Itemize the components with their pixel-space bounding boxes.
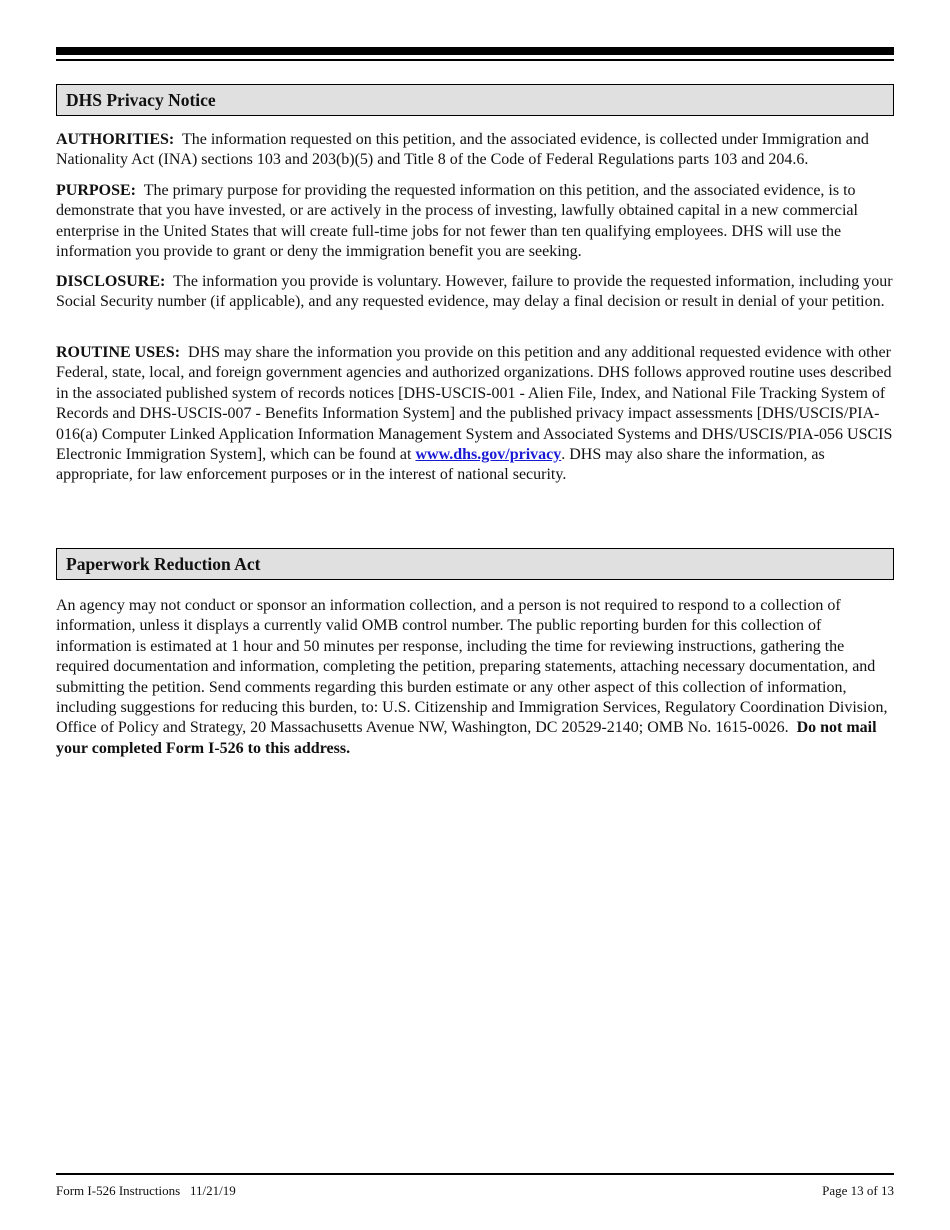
footer-form-name: Form I-526 Instructions 11/21/19: [56, 1183, 236, 1198]
paperwork-paragraph: [56, 596, 894, 759]
purpose-paragraph: [56, 181, 894, 263]
routine-uses-label: ROUTINE USES:: [56, 344, 181, 361]
paperwork-text: An agency may not conduct or sponsor an information collection, and a person is not required to respond to a collection of information, unless it displays a currently valid OMB control number. The public reporting burden for this collection of information is estimated at 1 hour and 50 minutes per response, including the time for reviewing instructions, gathering the required documentation and information, completing the petition, preparing statements, attaching necessary documentation, and submitting the petition. Send comments regarding this burden estimate or any other aspect of this collection of information, including suggestions for reducing this burden, to: U.S. Citizenship and Immigration Services, Regulatory Coordination Division, Office of Policy and Strategy, 20 Massachusetts Avenue NW, Washington, DC 20529-2140; OMB No. 1615-0026.: [56, 597, 888, 737]
top-rule-thin: [56, 59, 894, 61]
routine-uses-paragraph: [56, 343, 894, 486]
authorities-text: The information requested on this petition, and the associated evidence, is collected under Immigration and Nationality Act (INA) sections 103 and 203(b)(5) and Title 8 of the Code of Federal Regulations parts 103 and 204.6.: [56, 131, 869, 169]
top-rule-thick: [56, 47, 894, 55]
paperwork-reduction-title: Paperwork Reduction Act: [66, 554, 261, 574]
routine-uses-text-after: . DHS may also share the information, as appropriate, for law enforcement purposes or in the interest of national security.: [56, 446, 825, 484]
paperwork-reduction-header: [56, 548, 894, 580]
footer-page-number: Page 13 of 13: [822, 1183, 894, 1198]
privacy-notice-header: [56, 84, 894, 116]
purpose-text: The primary purpose for providing the requested information on this petition, and the associated evidence, is to demonstrate that you have invested, or are actively in the process of investing, lawfully obtained capital in a new commercial enterprise in the United States that will create full-time jobs for not fewer than ten qualifying employees. DHS will use the information you provide to grant or deny the immigration benefit you are seeking.: [56, 182, 858, 261]
footer-rule: [56, 1173, 894, 1175]
authorities-paragraph: [56, 130, 894, 171]
purpose-label: PURPOSE:: [56, 182, 136, 199]
disclosure-text: The information you provide is voluntary. However, failure to provide the requested information, including your Social Security number (if applicable), and any requested evidence, may delay a final decision or result in denial of your petition.: [56, 273, 893, 311]
disclosure-label: DISCLOSURE:: [56, 273, 166, 290]
routine-uses-text: DHS may share the information you provide on this petition and any additional requested evidence with other Federal, state, local, and foreign government agencies and authorized organizations. DHS follows approved routine uses described in the associated published system of records notices [DHS-USCIS-001 - Alien File, Index, and National File Tracking System of Records and DHS-USCIS-007 - Benefits Information System] and the published privacy impact assessments [DHS/USCIS/PIA-016(a) Computer Linked Application Information Management System and Associated Systems and DHS/USCIS/PIA-056 USCIS Electronic Immigration System], which can be found at: [56, 344, 893, 464]
privacy-notice-title: DHS Privacy Notice: [66, 90, 216, 110]
paperwork-bold-text: Do not mail your completed Form I-526 to this address.: [56, 719, 877, 757]
disclosure-paragraph: [56, 272, 894, 313]
privacy-link[interactable]: www.dhs.gov/privacy: [415, 446, 562, 464]
authorities-label: AUTHORITIES:: [56, 131, 175, 148]
